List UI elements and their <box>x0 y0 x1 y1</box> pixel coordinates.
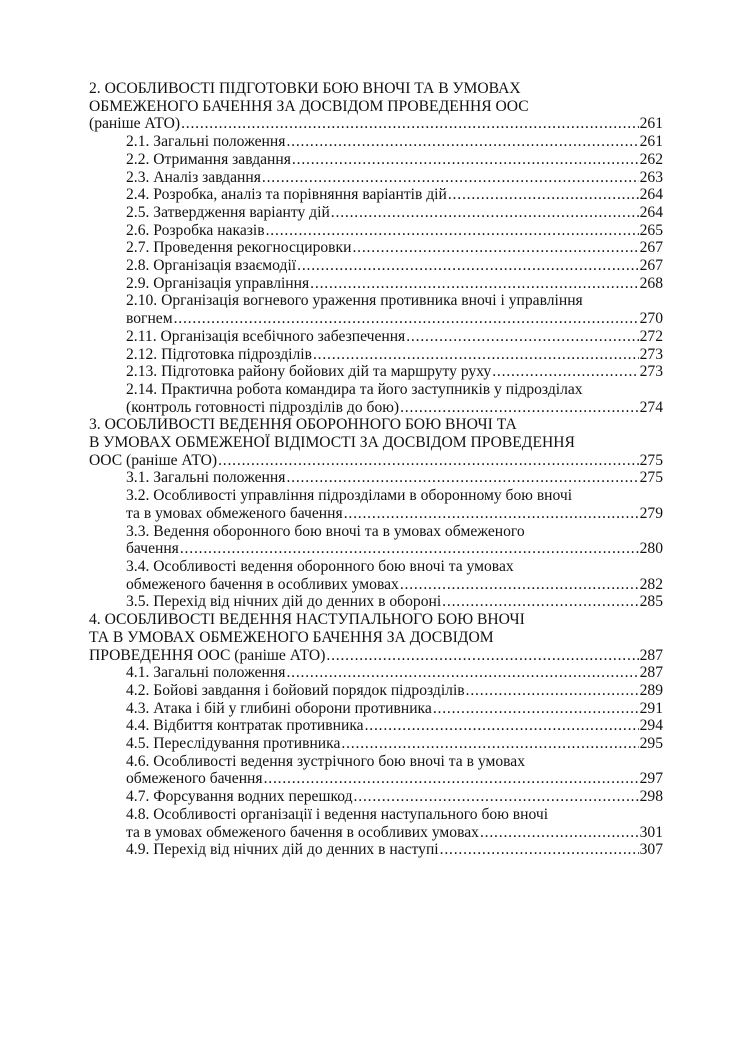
page-number: 272 <box>639 327 663 345</box>
toc-section-heading <box>89 611 663 664</box>
toc-subsection <box>89 381 663 416</box>
page-number: 279 <box>639 504 663 522</box>
subsection-title: 4.7. Форсування водних перешкод <box>126 788 353 806</box>
subsection-title: 2.4. Розробка, аналіз та порівняння варіантів дій <box>126 186 447 204</box>
subsection-title: 2.9. Організація управління <box>126 274 310 292</box>
subsection-entry-line <box>126 682 663 700</box>
subsection-title-line: 3.2. Особливості управління підрозділами в оборонному бою вночі <box>126 487 573 505</box>
page-number: 291 <box>639 699 663 717</box>
page-number: 268 <box>639 274 663 292</box>
subsection-title: 2.13. Підготовка району бойових дій та маршруту руху <box>126 363 492 381</box>
page-number: 298 <box>639 788 663 806</box>
dot-leader <box>442 593 638 611</box>
subsection-entry-line <box>126 717 663 735</box>
toc-subsection <box>89 735 663 753</box>
page-number: 263 <box>639 168 663 186</box>
toc-subsection <box>89 682 663 700</box>
page-number: 280 <box>639 540 663 558</box>
dot-leader <box>180 540 639 558</box>
subsection-title: (контроль готовності підрозділів до бою) <box>126 398 400 416</box>
subsection-title: 2.11. Організація всебічного забезпечення <box>126 327 406 345</box>
dot-leader <box>266 222 639 240</box>
subsection-title: та в умовах обмеженого бачення в особливих умовах <box>126 823 479 841</box>
toc-subsection <box>89 204 663 222</box>
page-number: 262 <box>639 150 663 168</box>
section-title: ООС (раніше АТО) <box>89 451 218 469</box>
subsection-title: 2.7. Проведення рекогносцировки <box>126 239 352 257</box>
subsection-entry-line <box>126 700 663 718</box>
dot-leader <box>480 824 639 842</box>
section-title-line: В УМОВАХ ОБМЕЖЕНОЇ ВІДІМОСТІ ЗА ДОСВІДОМ ПРОВЕДЕННЯ <box>89 434 575 452</box>
subsection-title: обмеженого бачення в особливих умовах <box>126 575 399 593</box>
dot-leader <box>344 505 639 523</box>
dot-leader <box>264 770 639 788</box>
subsection-entry-line <box>126 788 663 806</box>
page-number: 264 <box>639 203 663 221</box>
toc-subsection <box>89 275 663 293</box>
toc-subsection <box>89 788 663 806</box>
toc-subsection <box>89 151 663 169</box>
subsection-title: 4.3. Атака і бій у глибині оборони противника <box>126 699 432 717</box>
toc-subsection <box>89 186 663 204</box>
toc-subsection <box>89 239 663 257</box>
dot-leader <box>400 399 639 417</box>
toc-subsection <box>89 257 663 275</box>
page-number: 287 <box>639 664 663 682</box>
page-number: 261 <box>639 115 663 133</box>
subsection-title-line: 3.3. Ведення оборонного бою вночі та в умовах обмеженого <box>126 522 525 540</box>
subsection-title: вогнем <box>126 310 173 328</box>
subsection-title: 3.5. Перехід від нічних дій до денних в обороні <box>126 593 442 611</box>
toc-subsection <box>89 841 663 859</box>
toc-subsection <box>89 469 663 487</box>
toc-subsection <box>89 717 663 735</box>
dot-leader <box>354 788 639 806</box>
subsection-entry-line <box>126 186 663 204</box>
dot-leader <box>262 169 639 187</box>
subsection-entry-line <box>126 664 663 682</box>
dot-leader <box>292 151 639 169</box>
subsection-title: 3.1. Загальні положення <box>126 469 286 487</box>
toc-subsection <box>89 169 663 187</box>
subsection-title: 2.2. Отримання завдання <box>126 150 291 168</box>
subsection-entry-line <box>126 151 663 169</box>
page-number: 261 <box>639 133 663 151</box>
page-number: 265 <box>639 221 663 239</box>
subsection-title-line: 4.6. Особливості ведення зустрічного бою вночі та в умовах <box>126 752 525 770</box>
dot-leader <box>433 700 639 718</box>
subsection-entry-line <box>126 841 663 859</box>
subsection-entry-line <box>126 399 663 417</box>
dot-leader <box>297 257 638 275</box>
toc-section-heading <box>89 416 663 469</box>
subsection-entry-line <box>126 363 663 381</box>
subsection-title: 2.5. Затвердження варіанту дій <box>126 203 330 221</box>
section-entry-line <box>89 452 663 470</box>
subsection-entry-line <box>126 505 663 523</box>
subsection-entry-line <box>126 222 663 240</box>
toc-subsection <box>89 593 663 611</box>
subsection-title-line: 4.8. Особливості організації і ведення наступального бою вночі <box>126 805 549 823</box>
subsection-entry-line <box>126 275 663 293</box>
subsection-entry-line <box>126 346 663 364</box>
subsection-entry-line <box>126 540 663 558</box>
section-entry-line <box>89 647 663 665</box>
subsection-title: 2.3. Аналіз завдання <box>126 168 261 186</box>
dot-leader <box>406 328 638 346</box>
subsection-title: 2.6. Розробка наказів <box>126 221 265 239</box>
subsection-title: та в умовах обмеженого бачення <box>126 504 343 522</box>
toc-subsection <box>89 346 663 364</box>
subsection-entry-line <box>126 576 663 594</box>
dot-leader <box>492 363 638 381</box>
subsection-entry-line <box>126 328 663 346</box>
subsection-entry-line <box>126 310 663 328</box>
subsection-title: 2.1. Загальні положення <box>126 133 286 151</box>
dot-leader <box>440 841 639 859</box>
subsection-title: 2.12. Підготовка підрозділів <box>126 345 312 363</box>
page-number: 274 <box>639 398 663 416</box>
subsection-title-line: 3.4. Особливості ведення оборонного бою вночі та умовах <box>126 557 514 575</box>
dot-leader <box>181 115 639 133</box>
subsection-title: 4.2. Бойові завдання і бойовий порядок підрозділів <box>126 681 465 699</box>
page-number: 287 <box>639 646 663 664</box>
section-title: ПРОВЕДЕННЯ ООС (раніше АТО) <box>89 646 326 664</box>
dot-leader <box>400 576 639 594</box>
section-entry-line <box>89 115 663 133</box>
toc-subsection <box>89 806 663 841</box>
toc-subsection <box>89 363 663 381</box>
subsection-entry-line <box>126 169 663 187</box>
dot-leader <box>341 735 638 753</box>
section-title-line: 3. ОСОБЛИВОСТІ ВЕДЕННЯ ОБОРОННОГО БОЮ ВНОЧІ ТА <box>89 416 517 434</box>
section-title-line: 2. ОСОБЛИВОСТІ ПІДГОТОВКИ БОЮ ВНОЧІ ТА В УМОВАХ <box>89 80 521 97</box>
subsection-title: 2.8. Організація взаємодії <box>126 257 297 275</box>
dot-leader <box>326 647 638 665</box>
subsection-entry-line <box>126 735 663 753</box>
page-number: 307 <box>639 841 663 859</box>
page-number: 275 <box>639 469 663 487</box>
page-number: 264 <box>639 186 663 204</box>
page-number: 267 <box>639 257 663 275</box>
page-number: 275 <box>639 451 663 469</box>
page-number: 273 <box>639 363 663 381</box>
dot-leader <box>365 717 639 735</box>
page-number: 294 <box>639 717 663 735</box>
page-number: 282 <box>639 575 663 593</box>
section-title: (раніше АТО) <box>89 115 181 133</box>
subsection-entry-line <box>126 133 663 151</box>
subsection-entry-line <box>126 204 663 222</box>
section-title-line: ОБМЕЖЕНОГО БАЧЕННЯ ЗА ДОСВІДОМ ПРОВЕДЕННЯ ООС <box>89 97 529 115</box>
subsection-title: 4.1. Загальні положення <box>126 664 286 682</box>
subsection-title: 4.4. Відбиття контратак противника <box>126 717 364 735</box>
toc-subsection <box>89 700 663 718</box>
dot-leader <box>352 239 638 257</box>
dot-leader <box>174 310 639 328</box>
toc-subsection <box>89 328 663 346</box>
page-number: 285 <box>639 593 663 611</box>
subsection-entry-line <box>126 770 663 788</box>
dot-leader <box>331 204 639 222</box>
page-number: 267 <box>639 239 663 257</box>
subsection-entry-line <box>126 824 663 842</box>
subsection-entry-line <box>126 239 663 257</box>
toc-subsection <box>89 487 663 522</box>
toc-subsection <box>89 558 663 593</box>
toc-subsection <box>89 222 663 240</box>
toc-subsection <box>89 292 663 327</box>
toc-subsection <box>89 523 663 558</box>
page-number: 270 <box>639 310 663 328</box>
dot-leader <box>313 346 639 364</box>
page-number: 301 <box>639 823 663 841</box>
subsection-title: 4.5. Переслідування противника <box>126 735 341 753</box>
subsection-title: обмеженого бачення <box>126 770 263 788</box>
toc-subsection <box>89 133 663 151</box>
dot-leader <box>286 664 638 682</box>
toc-subsection <box>89 664 663 682</box>
subsection-title: бачення <box>126 540 179 558</box>
subsection-entry-line <box>126 469 663 487</box>
page-number: 295 <box>639 735 663 753</box>
dot-leader <box>310 275 638 293</box>
dot-leader <box>286 133 638 151</box>
dot-leader <box>286 469 638 487</box>
page-number: 289 <box>639 681 663 699</box>
section-title-line: 4. ОСОБЛИВОСТІ ВЕДЕННЯ НАСТУПАЛЬНОГО БОЮ ВНОЧІ <box>89 611 525 629</box>
subsection-title-line: 2.14. Практична робота командира та його заступників у підрозділах <box>126 380 583 398</box>
dot-leader <box>448 186 639 204</box>
page-number: 297 <box>639 770 663 788</box>
subsection-title: 4.9. Перехід від нічних дій до денних в наступі <box>126 841 439 859</box>
subsection-entry-line <box>126 593 663 611</box>
table-of-contents <box>89 80 663 859</box>
toc-section-heading <box>89 80 663 133</box>
section-title-line: ТА В УМОВАХ ОБМЕЖЕНОГО БАЧЕННЯ ЗА ДОСВІДОМ <box>89 628 494 646</box>
page-number: 273 <box>639 345 663 363</box>
toc-subsection <box>89 753 663 788</box>
dot-leader <box>218 452 639 470</box>
dot-leader <box>466 682 639 700</box>
subsection-title-line: 2.10. Організація вогневого ураження противника вночі і управління <box>126 292 583 310</box>
subsection-entry-line <box>126 257 663 275</box>
